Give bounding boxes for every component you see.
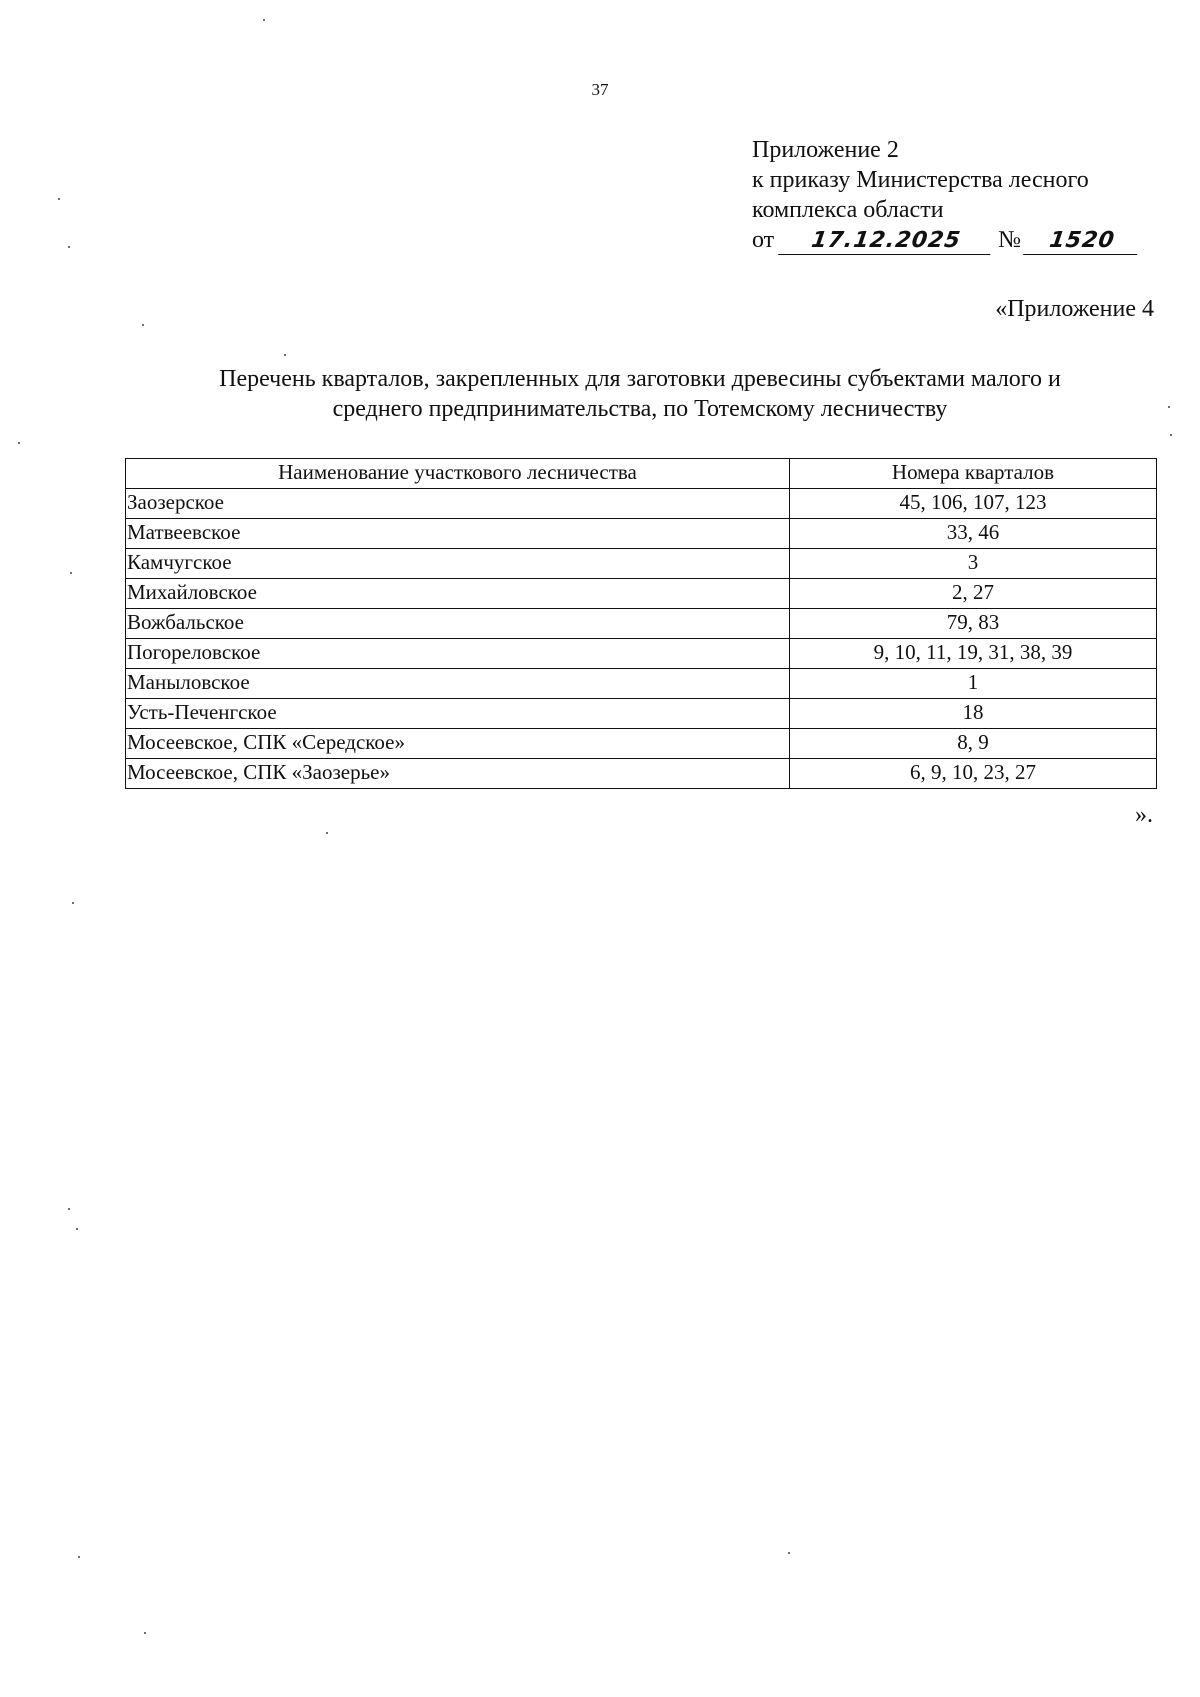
quarter-numbers: 79, 83 xyxy=(790,609,1157,639)
handwritten-order-number: 1520 xyxy=(1023,228,1141,255)
scan-speck xyxy=(68,246,70,248)
quarter-numbers: 9, 10, 11, 19, 31, 38, 39 xyxy=(790,639,1157,669)
order-reference-line xyxy=(752,225,1139,255)
scan-speck xyxy=(76,1228,78,1230)
scan-speck xyxy=(144,1632,146,1634)
scan-speck xyxy=(70,572,72,574)
scan-speck xyxy=(284,354,286,356)
quarter-numbers: 45, 106, 107, 123 xyxy=(790,489,1157,519)
table-row xyxy=(126,669,1157,699)
document-title xyxy=(120,364,1160,424)
scan-speck xyxy=(788,1552,790,1554)
table-row xyxy=(126,579,1157,609)
table-row xyxy=(126,609,1157,639)
forestry-name: Вожбальское xyxy=(126,609,790,639)
scan-speck xyxy=(326,832,328,834)
scan-speck xyxy=(1170,434,1172,436)
scan-speck xyxy=(72,902,74,904)
scan-speck xyxy=(142,324,144,326)
appendix-4-label: «Приложение 4 xyxy=(995,296,1154,322)
quarters-table xyxy=(125,458,1157,789)
quarter-numbers: 8, 9 xyxy=(790,729,1157,759)
table-row xyxy=(126,759,1157,789)
table-header-row xyxy=(126,459,1157,489)
table-row xyxy=(126,519,1157,549)
quarter-numbers: 3 xyxy=(790,549,1157,579)
document-title-line-1: Перечень кварталов, закрепленных для заготовки древесины субъектами малого и xyxy=(219,366,1061,392)
handwritten-date: 17.12.2025 xyxy=(778,228,994,255)
table-row xyxy=(126,699,1157,729)
header-quarter-numbers: Номера кварталов xyxy=(790,459,1157,489)
appendix-reference-block xyxy=(752,135,1139,255)
scan-speck xyxy=(78,1556,80,1558)
table-row xyxy=(126,549,1157,579)
forestry-name: Матвеевское xyxy=(126,519,790,549)
closing-quote-mark: ». xyxy=(1135,802,1153,828)
forestry-name: Михайловское xyxy=(126,579,790,609)
scan-speck xyxy=(68,1208,70,1210)
scan-speck xyxy=(18,442,20,444)
header-forestry-name: Наименование участкового лесничества xyxy=(126,459,790,489)
table-row xyxy=(126,729,1157,759)
forestry-name: Погореловское xyxy=(126,639,790,669)
appendix-ministry-line: комплекса области xyxy=(752,197,944,223)
quarter-numbers: 1 xyxy=(790,669,1157,699)
forestry-name: Усть-Печенгское xyxy=(126,699,790,729)
appendix-title: Приложение 2 xyxy=(752,137,899,163)
scan-speck xyxy=(58,198,60,200)
appendix-order-line: к приказу Министерства лесного xyxy=(752,167,1089,193)
number-sign: № xyxy=(998,227,1022,253)
forestry-name: Камчугское xyxy=(126,549,790,579)
forestry-name: Мосеевское, СПК «Заозерье» xyxy=(126,759,790,789)
document-title-line-2: среднего предпринимательства, по Тотемскому лесничеству xyxy=(332,396,948,422)
page-number: 37 xyxy=(591,80,609,99)
date-prefix: от xyxy=(752,227,775,253)
table-row xyxy=(126,489,1157,519)
quarter-numbers: 6, 9, 10, 23, 27 xyxy=(790,759,1157,789)
quarter-numbers: 33, 46 xyxy=(790,519,1157,549)
scan-speck xyxy=(263,19,265,21)
quarter-numbers: 2, 27 xyxy=(790,579,1157,609)
forestry-name: Мосеевское, СПК «Середское» xyxy=(126,729,790,759)
table-row xyxy=(126,639,1157,669)
forestry-name: Заозерское xyxy=(126,489,790,519)
forestry-name: Маныловское xyxy=(126,669,790,699)
quarter-numbers: 18 xyxy=(790,699,1157,729)
scan-speck xyxy=(1168,406,1170,408)
